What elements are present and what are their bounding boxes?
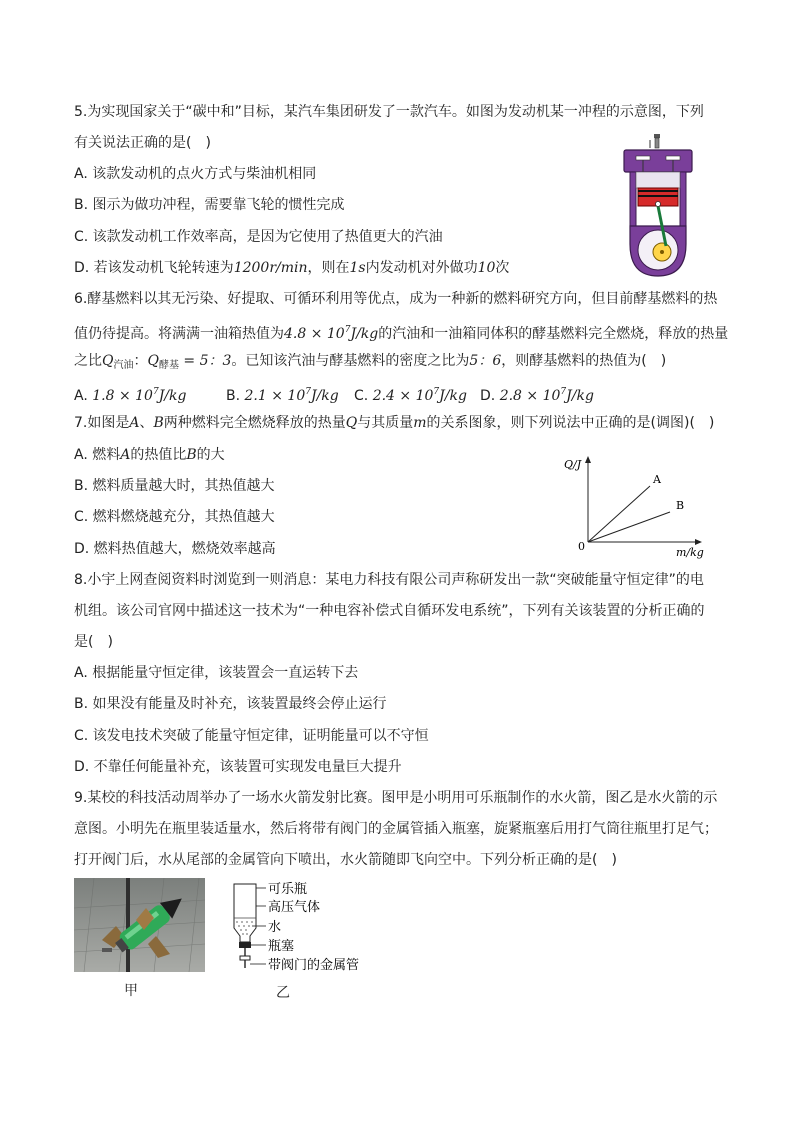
caption-jia: 甲 [124,983,138,999]
q8-option-a: A. 根据能量守恒定律，该装置会一直运转下去 [74,665,359,681]
q8-stem-line1: 8.小宇上网查阅资料时浏览到一则消息：某电力科技有限公司声称研发出一款“突破能量守恒定律”的电 [74,572,704,588]
q9-stem-line3: 打开阀门后，水从尾部的金属管向下喷出，水火箭随即飞向空中。下列分析正确的是( ) [74,852,617,868]
label-high-pressure-gas: 高压气体 [268,900,321,915]
q9-stem-line1: 9.某校的科技活动周举办了一场水火箭发射比赛。图甲是小明用可乐瓶制作的水火箭，图乙是水火箭的示 [74,790,718,806]
engine-stroke-figure [620,134,696,280]
line-a [588,486,650,542]
y-axis-arrow-icon [585,456,591,463]
q8-stem-line2: 机组。该公司官网中描述这一技术为“一种电容补偿式自循环发电系统”，下列有关该装置的分析正确的 [74,603,705,619]
q6-option-c: C. $2.4 \times 10^7J/kg$ [354,387,467,404]
label-valve-tube: 带阀门的金属管 [268,958,360,973]
line-b-label: B [676,499,685,512]
q5-option-c: C. 该款发动机工作效率高，是因为它使用了热值更大的汽油 [74,229,443,245]
q6-stem-line1: 6.酵基燃料以其无污染、好提取、可循环利用等优点，成为一种新的燃料研究方向，但目前酵基燃料的热 [74,291,718,307]
x-axis-arrow-icon [695,539,702,545]
q7-option-c: C. 燃料燃烧越充分，其热值越大 [74,509,275,525]
q7-option-d: D. 燃料热值越大，燃烧效率越高 [74,541,276,557]
q8-stem-line3: 是( ) [74,634,113,650]
label-bottle: 可乐瓶 [268,882,308,897]
q5-stem-line1: 5.为实现国家关于“碳中和”目标，某汽车集团研发了一款汽车。如图为发动机某一冲程的示意图，下列 [74,104,704,120]
q-m-graph [558,452,708,562]
q7-stem: 7.如图是A、B两种燃料完全燃烧释放的热量Q与其质量m的关系图象，则下列说法中正确的是(调图)( ) [74,415,715,431]
q5-option-d: D. 若该发动机飞轮转速为1200r/min，则在1s内发动机对外做功10次 [74,260,510,276]
q6-option-a: A. $1.8 \times 10^7J/kg$ [74,387,187,404]
q7-option-a: A. 燃料A的热值比B的大 [74,447,225,463]
line-a-label: A [653,473,661,486]
q8-option-b: B. 如果没有能量及时补充，该装置最终会停止运行 [74,696,387,712]
water-rocket-diagram [226,880,376,976]
q8-option-d: D. 不靠任何能量补充，该装置可实现发电量巨大提升 [74,759,402,775]
q6-option-b: B. $2.1 \times 10^7J/kg$ [226,387,339,404]
q5-option-a: A. 该款发动机的点火方式与柴油机相同 [74,166,317,182]
q5-stem-line2: 有关说法正确的是( ) [74,135,211,151]
origin-label: 0 [578,540,585,553]
x-axis-label: m/kg [676,546,704,559]
label-water: 水 [268,920,282,935]
q6-stem-line3: 之比$Q_{汽油}$：$Q_{酵基} = 5$：3。已知该汽油与酵基燃料的密度之比为5：6，则酵基燃料的热值为( ) [74,353,667,371]
q9-stem-line2: 意图。小明先在瓶里装适量水，然后将带有阀门的金属管插入瓶塞，旋紧瓶塞后用打气筒往瓶里打足气； [74,821,718,837]
water-rocket-photo [74,878,205,972]
label-stopper: 瓶塞 [268,939,295,954]
q5-option-b: B. 图示为做功冲程，需要靠飞轮的惯性完成 [74,197,345,213]
line-b [588,512,670,542]
caption-yi: 乙 [276,985,290,1001]
y-axis-label: Q/J [564,458,582,471]
q6-option-d: D. $2.8 \times 10^7J/kg$ [480,387,594,404]
q7-option-b: B. 燃料质量越大时，其热值越大 [74,478,275,494]
q8-option-c: C. 该发电技术突破了能量守恒定律，证明能量可以不守恒 [74,728,429,744]
q6-stem-line2: 值仍待提高。将满满一油箱热值为$4.8 \times 10^7J/kg$的汽油和一油箱同体积的酵基燃料完全燃烧，释放的热量 [74,325,729,342]
